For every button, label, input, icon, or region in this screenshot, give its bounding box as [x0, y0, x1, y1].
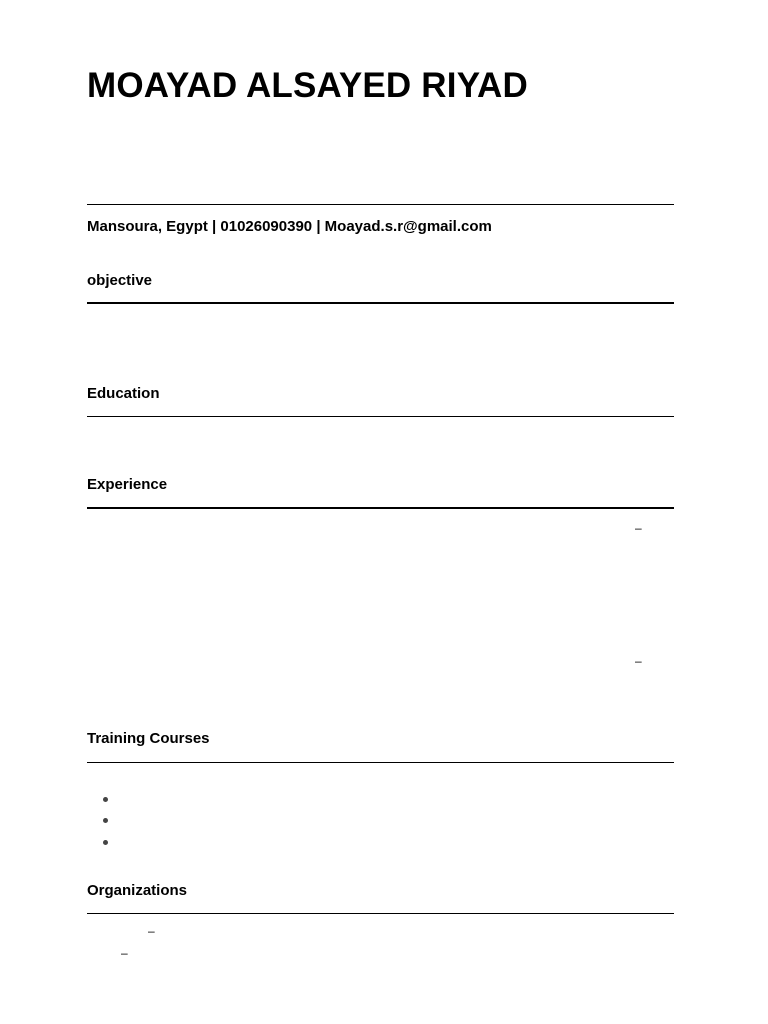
- contact-line: Mansoura, Egypt | 01026090390 | Moayad.s.r@gmail.com: [87, 218, 492, 235]
- training-bullet: [103, 840, 108, 845]
- organizations-divider: [87, 913, 674, 914]
- training-divider: [87, 762, 674, 763]
- education-divider: [87, 416, 674, 417]
- experience-divider: [87, 507, 674, 509]
- section-title-organizations: Organizations: [87, 882, 188, 899]
- objective-divider: [87, 302, 674, 304]
- header-divider: [87, 204, 674, 205]
- organization-date-dash: –: [148, 924, 155, 938]
- section-title-experience: Experience: [87, 476, 168, 493]
- section-title-education: Education: [87, 385, 160, 402]
- organization-date-dash: –: [121, 946, 128, 960]
- experience-date-dash: –: [635, 654, 642, 668]
- training-bullet: [103, 818, 108, 823]
- resume-name: MOAYAD ALSAYED RIYAD: [87, 66, 528, 105]
- training-bullet: [103, 797, 108, 802]
- section-title-training: Training Courses: [87, 730, 210, 747]
- experience-date-dash: –: [635, 521, 642, 535]
- section-title-objective: objective: [87, 272, 153, 289]
